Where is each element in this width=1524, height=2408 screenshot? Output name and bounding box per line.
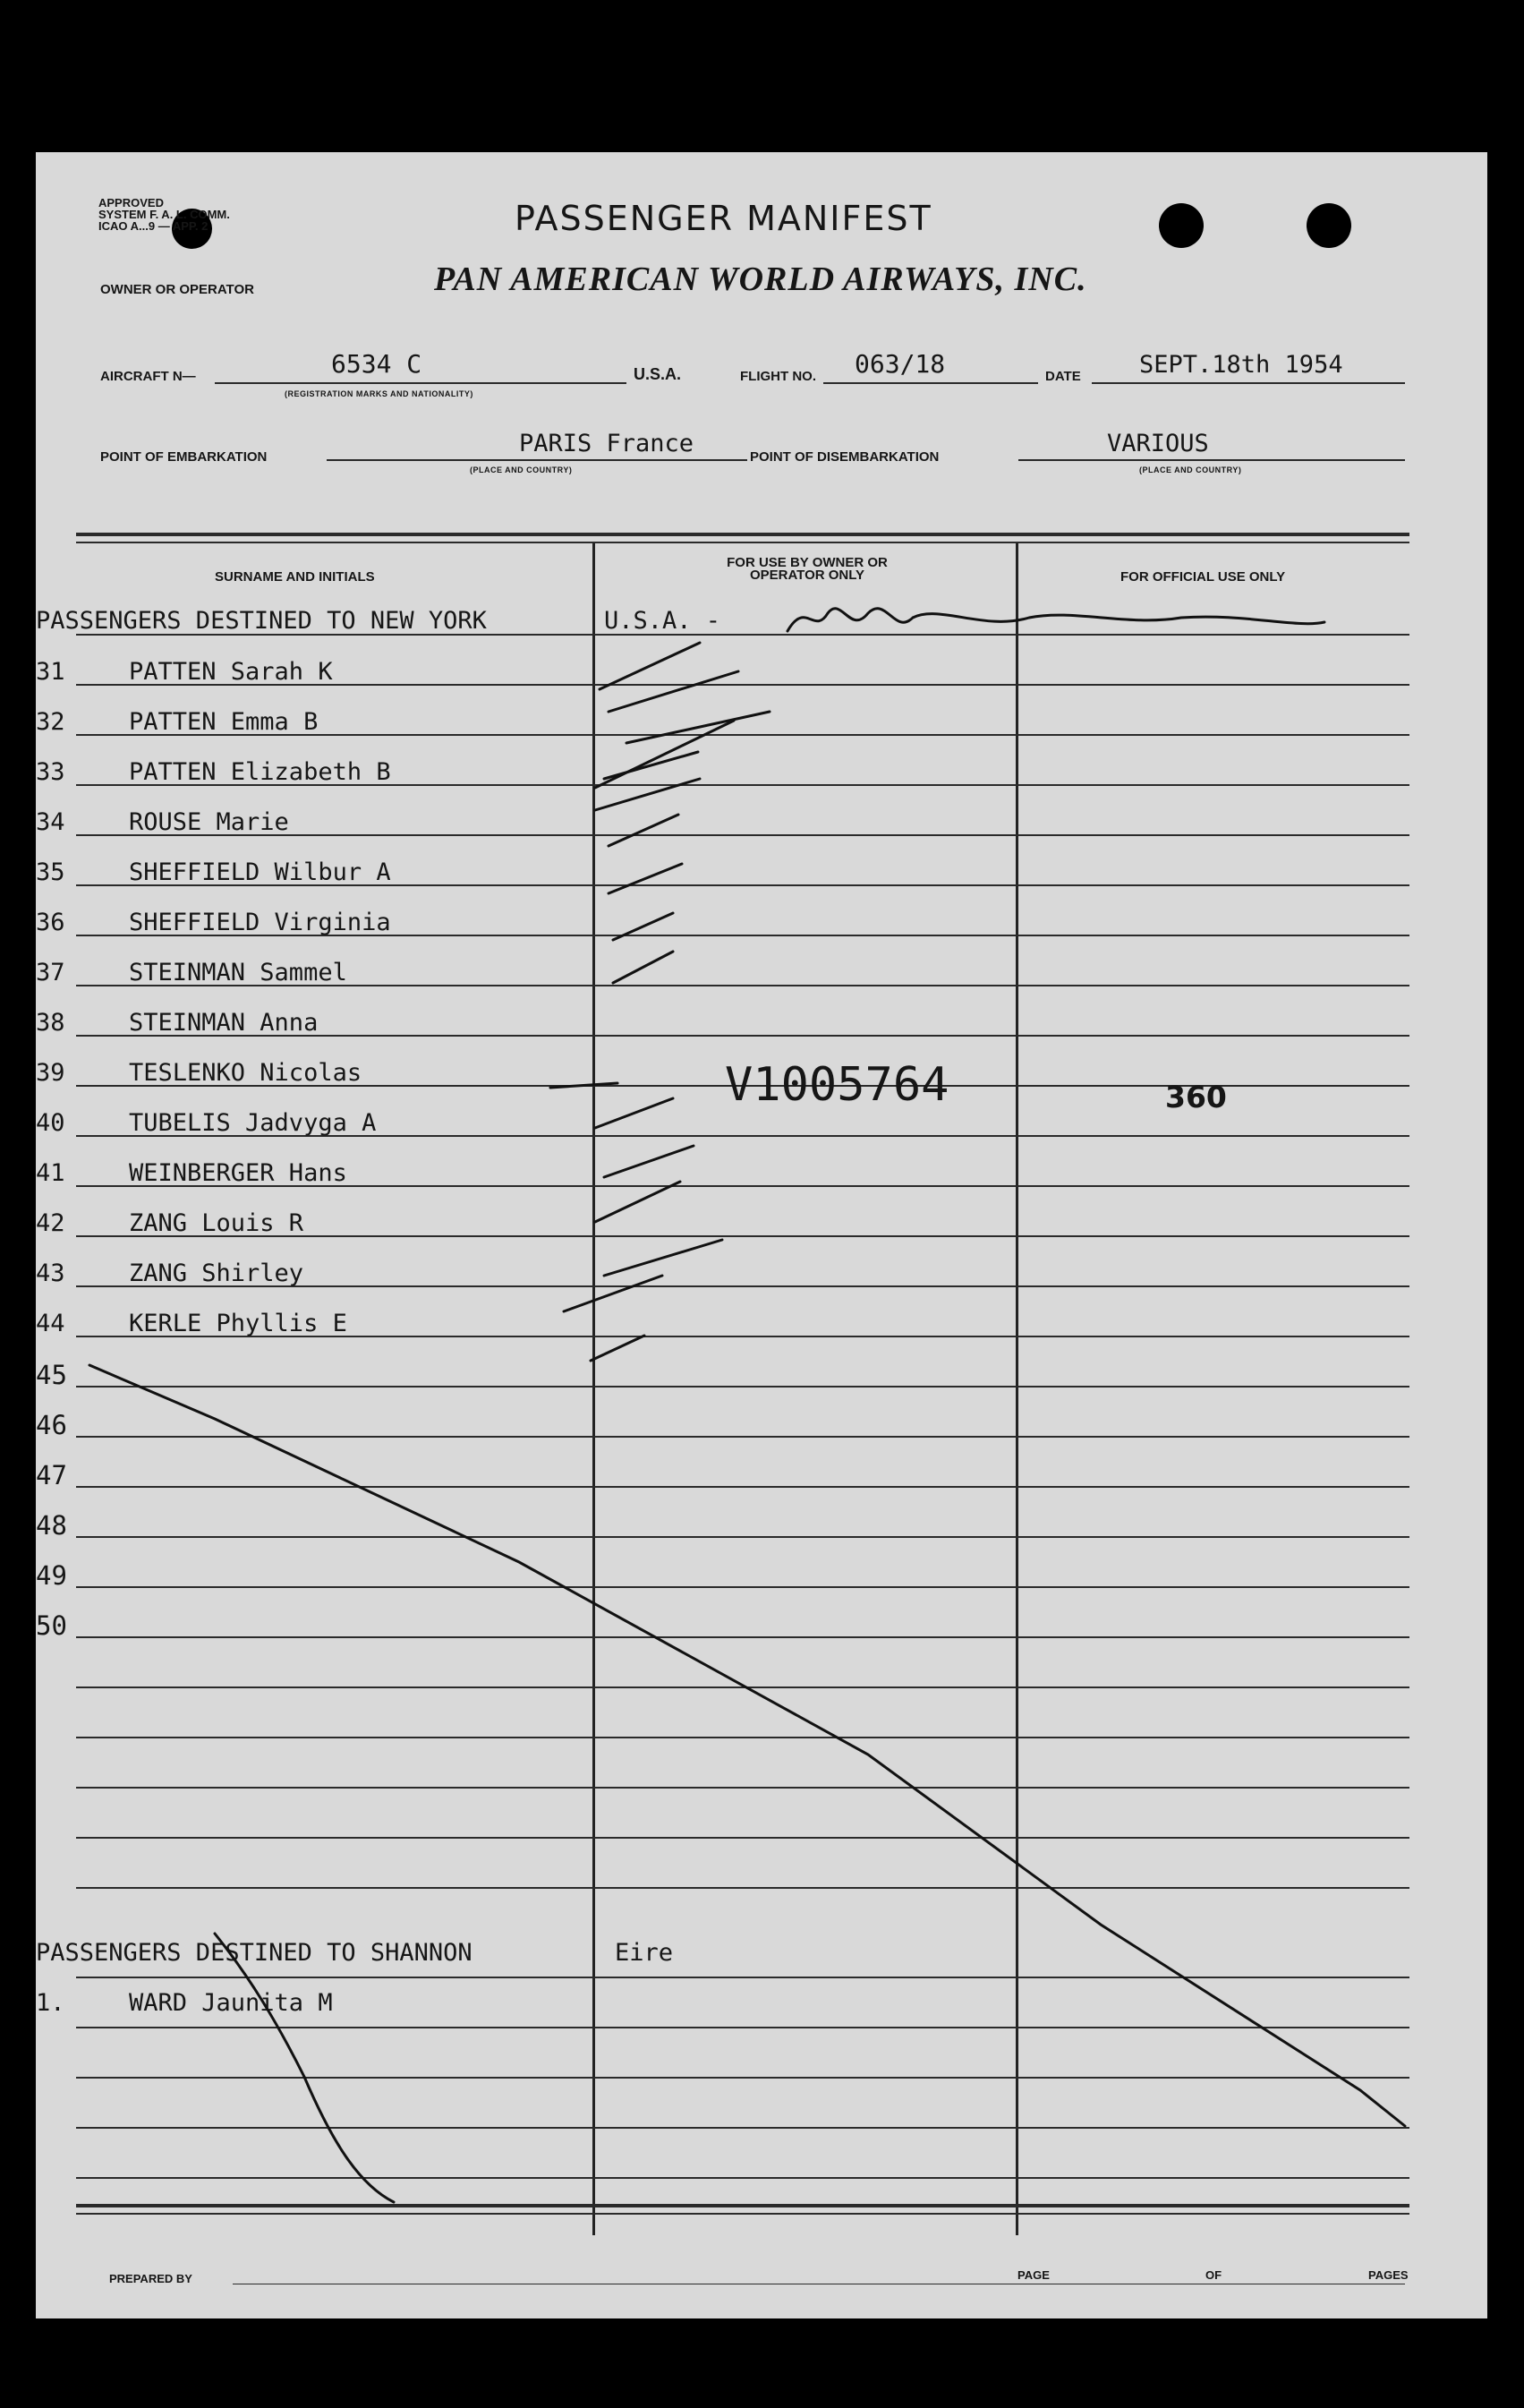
empty-row-number: 49 — [36, 1560, 67, 1591]
passenger-name: PATTEN Sarah K — [129, 658, 333, 686]
passenger-name: KERLE Phyllis E — [129, 1310, 347, 1337]
shannon-row-name: WARD Jaunita M — [129, 1989, 333, 2017]
owner-column-header: FOR USE BY OWNER OR OPERATOR ONLY — [727, 555, 888, 583]
prepared-by-label: PREPARED BY — [109, 2272, 192, 2285]
group-heading-new-york: PASSENGERS DESTINED TO NEW YORK — [36, 607, 487, 635]
passenger-number: 33 — [36, 758, 65, 786]
approval-line: ICAO A...9 — APP. 2 — [98, 219, 209, 233]
passenger-number: 43 — [36, 1260, 65, 1287]
tick-mark — [609, 864, 682, 893]
passenger-number: 31 — [36, 658, 65, 686]
tick-mark — [604, 752, 698, 779]
tick-mark — [613, 952, 673, 983]
passenger-name: TUBELIS Jadvyga A — [129, 1109, 377, 1137]
tick-mark — [609, 815, 678, 846]
cancel-line — [89, 1365, 1405, 2126]
passenger-name: ZANG Shirley — [129, 1260, 304, 1287]
group-country-eire: Eire — [615, 1939, 674, 1967]
tick-mark — [604, 1146, 694, 1177]
tick-mark — [604, 1240, 722, 1276]
tick-mark — [600, 643, 700, 689]
manifest-sheet — [36, 152, 1487, 2318]
official-number: 360 — [1165, 1080, 1227, 1114]
owner-label: OWNER OR OPERATOR — [100, 282, 254, 297]
tick-mark — [591, 1336, 644, 1361]
passenger-name: PATTEN Emma B — [129, 708, 319, 736]
passenger-name: STEINMAN Anna — [129, 1009, 319, 1037]
empty-row-number: 48 — [36, 1510, 67, 1541]
group-heading-shannon: PASSENGERS DESTINED TO SHANNON — [36, 1939, 473, 1967]
surname-column-header: SURNAME AND INITIALS — [215, 569, 375, 585]
aircraft-value: 6534 C — [331, 349, 422, 379]
place-note: (PLACE AND COUNTRY) — [470, 465, 573, 474]
registration-note: (REGISTRATION MARKS AND NATIONALITY) — [285, 389, 473, 398]
group-country-usa: U.S.A. - — [604, 607, 721, 635]
company-name: PAN AMERICAN WORLD AIRWAYS, INC. — [434, 260, 1087, 298]
passport-annotation: V1005764 — [725, 1058, 949, 1112]
pages-label: PAGES — [1368, 2268, 1409, 2282]
disembarkation-value: VARIOUS — [1107, 430, 1209, 457]
empty-row-number: 47 — [36, 1460, 67, 1490]
empty-row-number: 46 — [36, 1410, 67, 1440]
tick-mark — [595, 1098, 673, 1128]
passenger-number: 41 — [36, 1159, 65, 1187]
passenger-name: PATTEN Elizabeth B — [129, 758, 391, 786]
passenger-number: 32 — [36, 708, 65, 736]
flight-value: 063/18 — [855, 349, 946, 379]
handwriting-overlay — [36, 152, 1487, 2318]
usa-label: U.S.A. — [634, 365, 682, 383]
passenger-number: 34 — [36, 808, 65, 836]
place-note: (PLACE AND COUNTRY) — [1139, 465, 1242, 474]
shannon-row-number: 1. — [36, 1989, 65, 2017]
embarkation-label: POINT OF EMBARKATION — [100, 449, 268, 465]
embarkation-value: PARIS France — [519, 430, 694, 457]
flight-label: FLIGHT NO. — [740, 369, 816, 384]
empty-row-number: 45 — [36, 1360, 67, 1390]
tick-mark — [595, 1182, 680, 1222]
passenger-name: ZANG Louis R — [129, 1209, 304, 1237]
passenger-number: 42 — [36, 1209, 65, 1237]
tick-mark — [564, 1276, 662, 1311]
page-label: PAGE — [1017, 2268, 1050, 2282]
passenger-name: STEINMAN Sammel — [129, 959, 347, 986]
manifest-title: PASSENGER MANIFEST — [515, 199, 932, 238]
passenger-number: 40 — [36, 1109, 65, 1137]
tick-mark — [595, 779, 700, 810]
official-column-header: FOR OFFICIAL USE ONLY — [1120, 569, 1286, 585]
tick-mark — [613, 913, 673, 940]
tick-mark — [595, 721, 734, 788]
date-label: DATE — [1045, 369, 1081, 384]
passenger-number: 39 — [36, 1059, 65, 1087]
passenger-number: 35 — [36, 858, 65, 886]
passenger-name: ROUSE Marie — [129, 808, 289, 836]
passenger-number: 38 — [36, 1009, 65, 1037]
scribble-mark — [788, 609, 1324, 631]
passenger-name: SHEFFIELD Wilbur A — [129, 858, 391, 886]
of-label: OF — [1205, 2268, 1222, 2282]
aircraft-label: AIRCRAFT N— — [100, 369, 196, 384]
disembarkation-label: POINT OF DISEMBARKATION — [750, 449, 940, 465]
tick-mark — [550, 1083, 617, 1088]
passenger-number: 37 — [36, 959, 65, 986]
approval-line: SYSTEM F. A. L. COMM. — [98, 208, 230, 221]
passenger-name: TESLENKO Nicolas — [129, 1059, 362, 1087]
passenger-number: 44 — [36, 1310, 65, 1337]
date-value: SEPT.18th 1954 — [1139, 351, 1343, 379]
empty-row-number: 50 — [36, 1610, 67, 1641]
approval-line: APPROVED — [98, 196, 164, 209]
passenger-name: WEINBERGER Hans — [129, 1159, 347, 1187]
cancel-line — [215, 1934, 394, 2202]
passenger-name: SHEFFIELD Virginia — [129, 909, 391, 936]
passenger-number: 36 — [36, 909, 65, 936]
